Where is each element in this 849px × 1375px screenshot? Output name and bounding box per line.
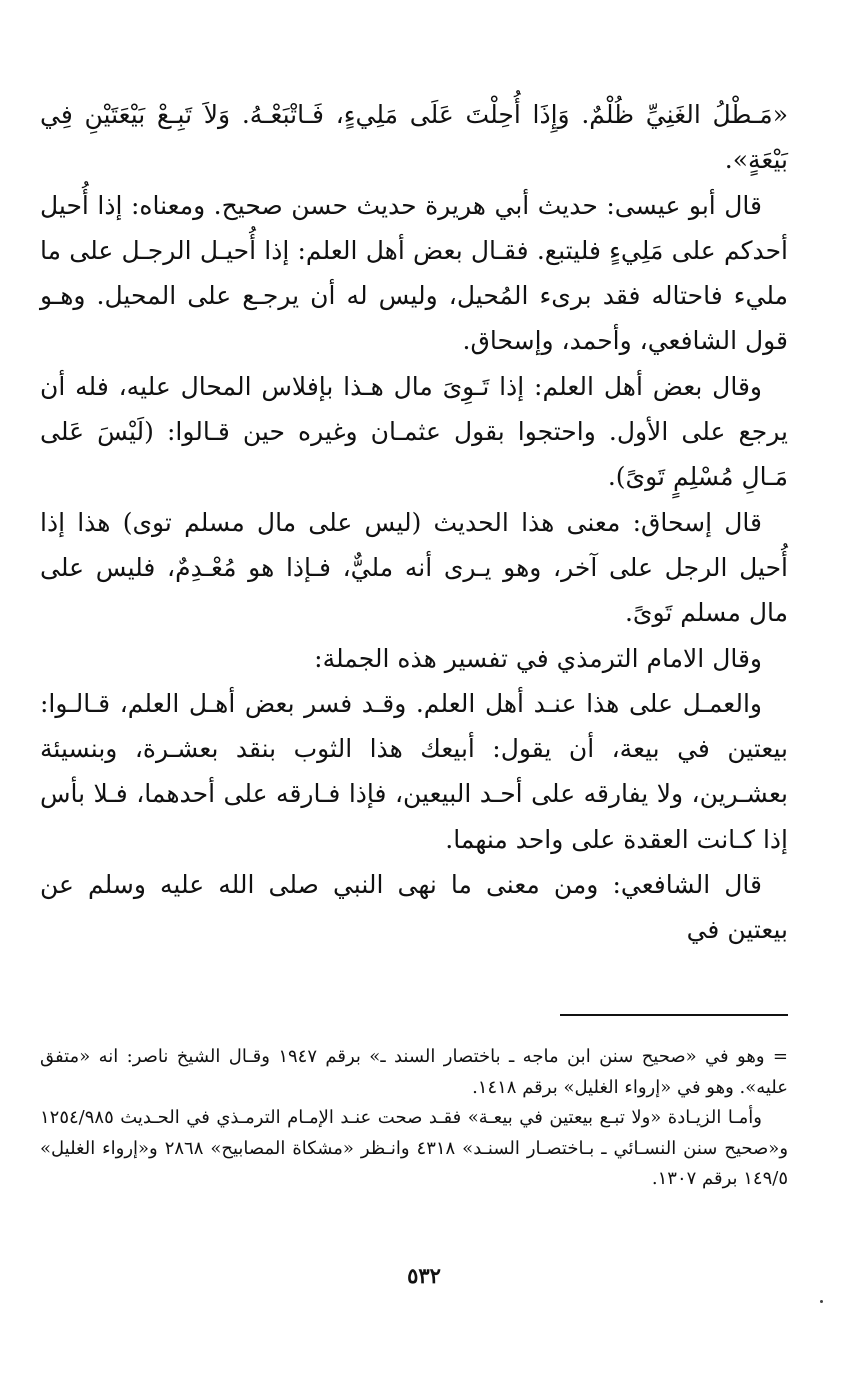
ishaq-opinion-paragraph: قال إسحاق: معنى هذا الحديث (ليس على مال مسلم توى) هذا إذا أُحيل الرجل على آخر، وهو يـرى أنه مليٌّ، فـإذا هو مُعْـدِمٌ، فليس على مال مسلم تَوىً. xyxy=(40,507,788,628)
scholars-opinion-paragraph: وقال بعض أهل العلم: إذا تَـوِىَ مال هـذا بإفلاس المحال عليه، فله أن يرجع على الأول. واحتجوا بقول عثمـان وغيره حين قـالوا: (لَيْسَ عَلى مَـالِ مُسْلِمٍ تَوىً). xyxy=(40,371,788,492)
abu-isa-commentary-paragraph: قال أبو عيسى: حديث أبي هريرة حديث حسن صحيح. ومعناه: إذا أُحيل أحدكم على مَلِيءٍ فليتبع. فقـال بعض أهل العلم: إذا أُحيـل الرجـل على ما مليء فاحتاله فقد برىء المُحيل، وليس له أن يرجـع على المحيل. وهـو قول الشافعي، وأحمد، وإسحاق. xyxy=(40,190,788,356)
hadith-quote-paragraph: «مَـطْلُ الغَنِيِّ ظُلْمٌ. وَإِذَا أُحِلْتَ عَلَى مَلِيءٍ، فَـاتْبَعْـهُ. وَلاَ تَبِـعْ بَيْعَتَيْنِ فِي بَيْعَةٍ». xyxy=(40,100,788,175)
two-sales-explanation-paragraph: والعمـل على هذا عنـد أهل العلم. وقـد فسر بعض أهـل العلم، قـالـوا: بيعتين في بيعة، أن يقول: أبيعك هذا الثوب بنقد بعشـرة، وبنسيئة بعشـرين، ولا يفارقه على أحـد البيعين، فإذا فـارقه على أحدهما، فـلا بأس إذا كـانت العقدة على واحد منهما. xyxy=(40,688,788,854)
main-text-body xyxy=(40,92,788,953)
scan-speck xyxy=(820,1300,823,1303)
shafii-opinion-paragraph: قال الشافعي: ومن معنى ما نهى النبي صلى الله عليه وسلم عن بيعتين في xyxy=(40,870,788,945)
footnotes-section xyxy=(40,1042,788,1195)
page-number: ٥٣٢ xyxy=(407,1263,441,1288)
footnote-divider xyxy=(560,1014,788,1016)
tirmidhi-intro-paragraph: وقال الامام الترمذي في تفسير هذه الجملة: xyxy=(314,643,762,673)
footnote-addition-sources: وأمـا الزيـادة «ولا تبـع بيعتين في بيعـة» فقـد صحت عنـد الإمـام الترمـذي في الحـديث ١٢٥٤/٩٨٥ و«صحيح سنن النسـائي ـ بـاختصـار السنـد» ٤٣١٨ وانـظر «مشكاة المصابيح» ٢٨٦٨ و«إرواء الغليل» ١٤٩/٥ برقم ١٣٠٧. xyxy=(40,1107,789,1189)
footnote-ibn-majah: = وهو في «صحيح سنن ابن ماجه ـ باختصار السند ـ» برقم ١٩٤٧ وقـال الشيخ ناصر: انه «متفق عليه». وهو في «إرواء الغليل» برقم ١٤١٨. xyxy=(40,1046,788,1098)
